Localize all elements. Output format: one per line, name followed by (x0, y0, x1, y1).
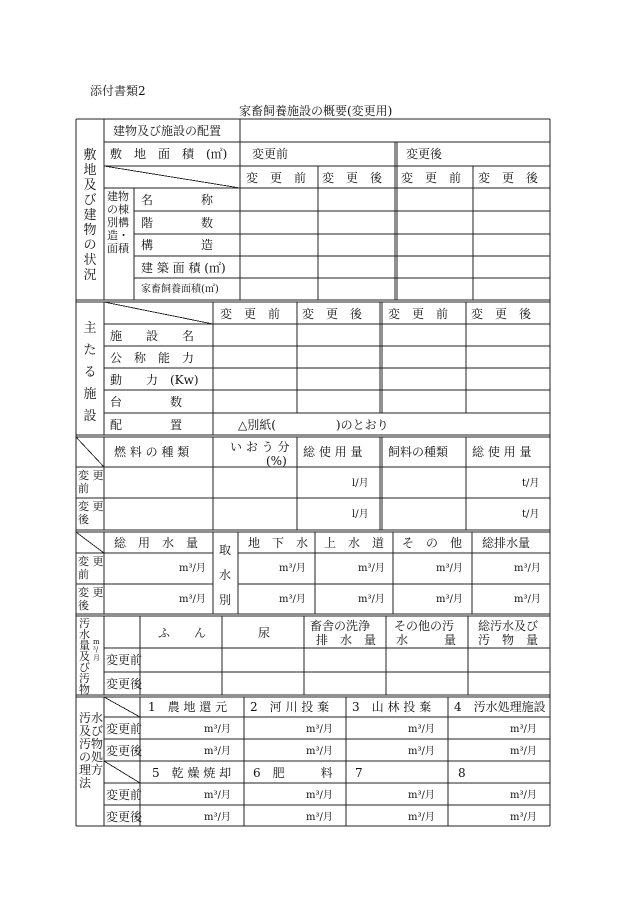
treat-unit: m³/月 (204, 746, 231, 757)
site-area-label: 敷 地 面 積 (㎡) (110, 147, 228, 161)
water-drain-before-unit: m³/月 (514, 563, 541, 574)
fuel-before-unit: l/月 (352, 478, 369, 489)
method-6: 6 肥 料 (253, 766, 333, 780)
source-tapwater: 上 水 道 (324, 536, 385, 550)
building-before-a: 変 更 前 (246, 171, 307, 185)
treat-unit: m³/月 (306, 724, 333, 735)
facility-row-capacity: 公 称 能 力 (110, 351, 195, 365)
form-title: 家畜飼養施設の概要(変更用) (239, 104, 393, 118)
fuel-type-header: 燃 料 の 種 類 (114, 445, 190, 459)
layout-label: 建物及び施設の配置 (113, 124, 222, 138)
method-7: 7 (355, 766, 363, 780)
waste-feces-header: ふ ん (158, 626, 207, 640)
intake-label: 取水別 (219, 543, 232, 607)
water-ground-before-unit: m³/月 (279, 563, 306, 574)
method-8: 8 (458, 766, 466, 780)
treat-unit: m³/月 (408, 746, 435, 757)
waste-total-header-2: 汚 物 量 (478, 633, 539, 647)
water-after-label: 変 更 後 (78, 586, 104, 612)
waste-wash-header-2: 排 水 量 (316, 633, 377, 647)
building-row-floors: 階 数 (141, 216, 214, 230)
feed-total-header: 総 使 用 量 (472, 445, 532, 459)
water-total-after-unit: m³/月 (179, 594, 206, 605)
facility-after-a: 変 更 後 (302, 307, 363, 321)
feed-type-header: 飼料の種類 (388, 445, 449, 459)
source-total-drain: 総排水量 (482, 536, 531, 550)
treat-unit: m³/月 (306, 790, 333, 801)
fuel-before-label: 変 更 前 (78, 469, 104, 495)
waste-wash-header: 畜舎の洗浄 (310, 619, 371, 633)
treat-unit: m³/月 (510, 812, 537, 823)
method-1: 1 農 地 還 元 (148, 700, 228, 714)
building-row-building-area: 建 築 面 積 (㎡) (141, 261, 226, 275)
building-row-livestock-area: 家畜飼養面積(㎡) (141, 284, 219, 295)
treat-row2-before: 変更前 (106, 788, 143, 802)
waste-after-label: 変更後 (106, 677, 143, 691)
waste-total-header: 総汚水及び (478, 619, 539, 633)
treatment-side-label: 汚水及び汚物の処理方法 (79, 711, 104, 790)
water-drain-after-unit: m³/月 (514, 594, 541, 605)
fuel-after-unit: l/月 (352, 509, 369, 520)
sulfur-header: い お う 分 (230, 440, 290, 454)
water-tap-before-unit: m³/月 (358, 563, 385, 574)
building-after-a: 変 更 後 (322, 171, 383, 185)
attachment-label: 添付書類2 (90, 84, 146, 98)
method-3: 3 山 林 投 棄 (352, 700, 432, 714)
source-groundwater: 地 下 水 (248, 536, 309, 550)
method-5: 5 乾 燥 焼 却 (152, 766, 232, 780)
site-area-before-label: 変更前 (252, 147, 289, 161)
method-4: 4 汚水処理施設 (454, 700, 546, 714)
building-after-b: 変 更 後 (478, 171, 539, 185)
building-before-b: 変 更 前 (401, 171, 462, 185)
water-before-label: 変 更 前 (78, 555, 104, 581)
waste-other-header-2: 水 量 (396, 633, 457, 647)
treat-unit: m³/月 (510, 746, 537, 757)
water-other-before-unit: m³/月 (436, 563, 463, 574)
waste-other-header: その他の汚 (394, 619, 455, 633)
treat-unit: m³/月 (204, 790, 231, 801)
water-other-after-unit: m³/月 (436, 594, 463, 605)
building-group-label: 建物の棟別構造・面積 (107, 190, 129, 255)
facility-row-count: 台 数 (110, 395, 183, 409)
treat-row2-after: 変更後 (106, 810, 143, 824)
treat-unit: m³/月 (408, 790, 435, 801)
facility-row-name: 施 設 名 (110, 329, 195, 343)
treat-row1-before: 変更前 (106, 722, 143, 736)
waste-side-label: 汚水量及び汚物 (79, 617, 90, 696)
treat-unit: m³/月 (204, 812, 231, 823)
treat-unit: m³/月 (408, 812, 435, 823)
water-ground-after-unit: m³/月 (279, 594, 306, 605)
water-total-before-unit: m³/月 (179, 563, 206, 574)
treat-unit: m³/月 (408, 724, 435, 735)
building-row-structure: 構 造 (141, 238, 214, 252)
sulfur-unit-header: (%) (266, 454, 287, 468)
waste-urine-header: 尿 (258, 626, 271, 640)
source-other: そ の 他 (402, 536, 463, 550)
treat-unit: m³/月 (510, 790, 537, 801)
water-tap-after-unit: m³/月 (358, 594, 385, 605)
facility-before-a: 変 更 前 (220, 307, 281, 321)
treat-unit: m³/月 (204, 724, 231, 735)
site-area-after-label: 変更後 (406, 147, 443, 161)
treat-unit: m³/月 (510, 724, 537, 735)
fuel-total-header: 総 使 用 量 (303, 445, 363, 459)
facility-row-layout: 配 置 (110, 418, 183, 432)
facility-before-b: 変 更 前 (388, 307, 449, 321)
treat-row1-after: 変更後 (106, 744, 143, 758)
treat-unit: m³/月 (306, 812, 333, 823)
treat-unit: m³/月 (306, 746, 333, 757)
facility-side-label: 主たる施設 (83, 321, 97, 424)
building-row-name: 名 称 (141, 193, 214, 207)
site-side-label: 敷地及び建物の状況 (83, 148, 97, 283)
waste-before-label: 変更前 (106, 653, 143, 667)
fuel-after-label: 変 更 後 (78, 500, 104, 526)
facility-after-b: 変 更 後 (471, 307, 532, 321)
total-water-label: 総 用 水 量 (114, 536, 199, 550)
feed-after-unit: t/月 (522, 509, 540, 520)
feed-before-unit: t/月 (522, 478, 540, 489)
method-2: 2 河 川 投 棄 (250, 700, 330, 714)
waste-unit-label: m³/月 (93, 638, 100, 662)
facility-row-power: 動 力 (Kw) (110, 373, 199, 387)
facility-layout-note: △別紙( )のとおり (238, 418, 389, 432)
